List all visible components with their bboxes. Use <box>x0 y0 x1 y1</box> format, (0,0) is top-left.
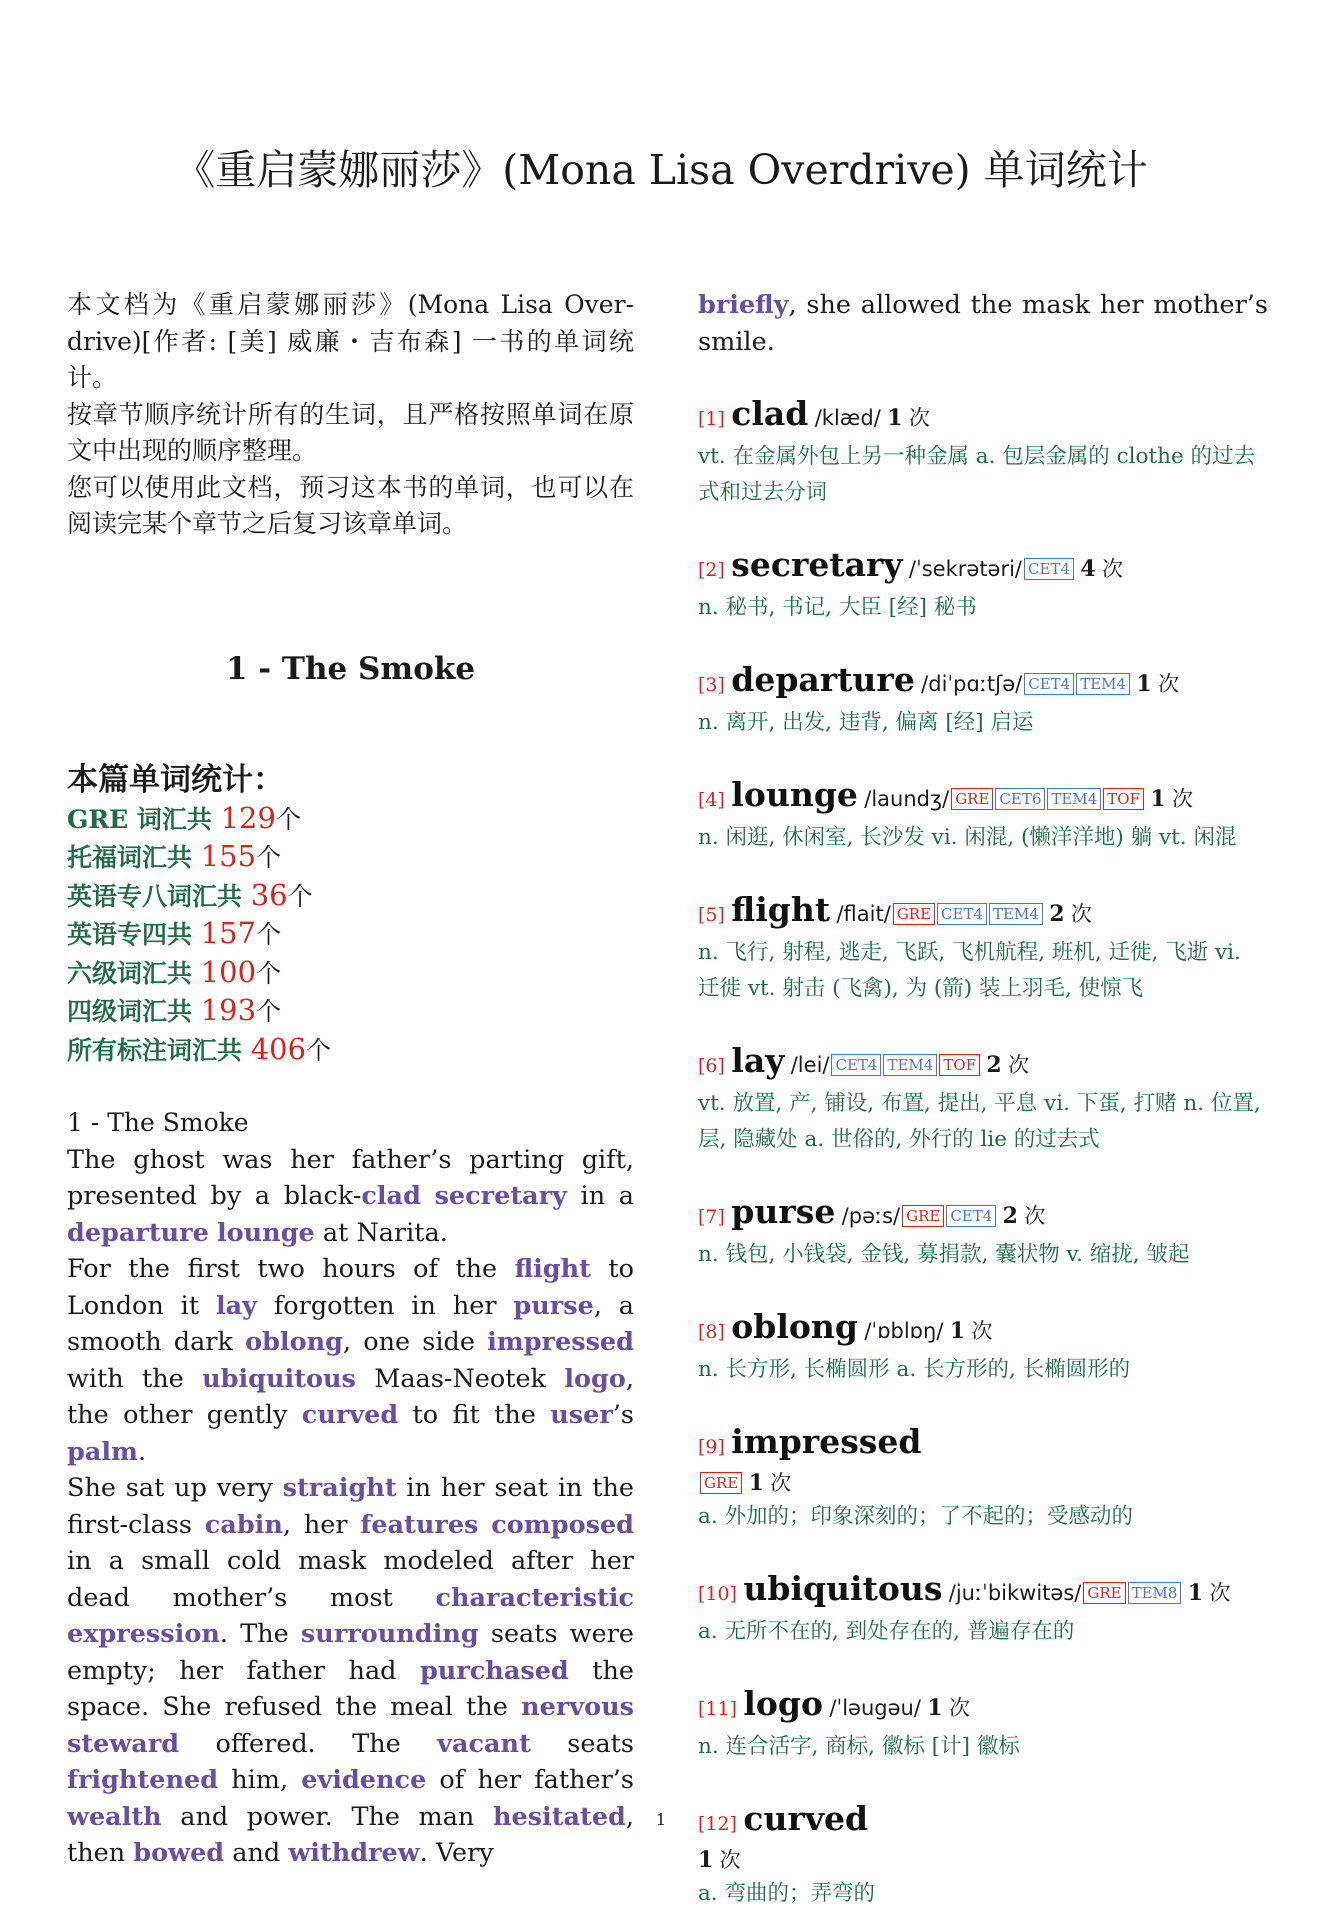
entry-word: lounge <box>731 775 858 814</box>
stats-line <box>67 1031 634 1070</box>
vocab-entry <box>698 890 1268 1007</box>
entry-count: 4 <box>1080 556 1096 582</box>
entry-phonetic: /lei/ <box>790 1053 830 1077</box>
story-paragraph: For the first two hours of the flight to London it lay forgotten in her purse, a smooth dark oblong, one side impressed with the ubiquitous Maas-Neotek logo, the other gently curved to fit the user’s palm. <box>67 1254 634 1467</box>
entry-count: 1 <box>1187 1580 1204 1606</box>
exam-tag: CET4 <box>1024 558 1074 580</box>
vocab-entry <box>698 1422 1268 1535</box>
entry-definition: vt. 放置, 产, 铺设, 布置, 提出, 平息 vi. 下蛋, 打赌 n. 位置, 层, 隐藏处 a. 世俗的, 外行的 lie 的过去式 <box>698 1091 1261 1152</box>
stats-line <box>67 954 634 993</box>
vocab-word: straight <box>282 1473 397 1503</box>
entry-count-unit: 次 <box>1209 1581 1231 1605</box>
entry-index: [4] <box>698 789 725 811</box>
vocab-entry <box>698 1192 1268 1273</box>
vocab-word: clad <box>361 1181 421 1211</box>
page-number: 1 <box>655 1810 667 1829</box>
vocab-entry <box>698 1569 1268 1650</box>
entry-index: [10] <box>698 1583 738 1605</box>
vocab-word: composed <box>491 1509 634 1540</box>
entry-index: [11] <box>698 1698 738 1720</box>
entry-word: oblong <box>731 1307 858 1346</box>
entry-headline <box>698 660 1268 705</box>
entry-definition: n. 秘书, 书记, 大臣 [经] 秘书 <box>698 595 977 620</box>
entry-count: 1 <box>1136 671 1152 697</box>
entry-count-unit: 次 <box>1024 1204 1046 1228</box>
exam-tag: CET4 <box>937 903 987 925</box>
entry-count-unit: 次 <box>948 1696 970 1720</box>
right-column <box>698 287 1268 1912</box>
exam-tag: CET4 <box>1024 673 1074 695</box>
stats-count: 155 <box>200 839 257 873</box>
vocab-word: logo <box>564 1363 626 1394</box>
vocab-entry <box>698 775 1268 856</box>
vocab-word: oblong <box>245 1327 343 1357</box>
intro-paragraph: 本文档为《重启蒙娜丽莎》(Mona Lisa Over-drive)[作者: [美] 威廉・吉布森] 一书的单词统计。 <box>67 290 634 392</box>
entry-count-unit: 次 <box>770 1471 792 1495</box>
stats-label: 六级词汇共 <box>67 958 201 988</box>
story-paragraph: The ghost was her father’s parting gift, presented by a black-clad secretary in a departure lounge at Narita. <box>67 1144 634 1248</box>
intro-paragraph: 按章节顺序统计所有的生词，且严格按照单词在原文中出现的顺序整理。 <box>67 399 634 465</box>
stats-label: 所有标注词汇共 <box>67 1035 251 1065</box>
entry-headline <box>698 890 1268 935</box>
exam-tag: GRE <box>1083 1582 1125 1604</box>
entry-definition: n. 飞行, 射程, 逃走, 飞跃, 飞机航程, 班机, 迁徙, 飞逝 vi. 迁徙 vt. 射击 (飞禽), 为 (箭) 装上羽毛, 使惊飞 <box>698 940 1241 1001</box>
entry-word: lay <box>731 1041 785 1080</box>
vocab-word: palm <box>67 1436 139 1467</box>
entry-definition: a. 无所不在的, 到处存在的, 普遍存在的 <box>698 1619 1075 1644</box>
stats-count: 193 <box>200 993 257 1027</box>
vocab-word: secretary <box>434 1181 567 1211</box>
vocab-entry <box>698 545 1268 626</box>
vocab-entry <box>698 1041 1268 1158</box>
vocab-word: expression <box>67 1619 220 1649</box>
entry-index: [9] <box>698 1436 725 1458</box>
exam-tag: GRE <box>700 1472 742 1494</box>
stats-unit: 个 <box>256 920 282 949</box>
stats-line <box>67 915 634 954</box>
exam-tag: TEM4 <box>883 1054 937 1076</box>
entry-count-unit: 次 <box>1172 787 1194 811</box>
vocab-word: hesitated <box>492 1801 626 1832</box>
exam-tag: CET6 <box>995 788 1045 810</box>
vocab-entry <box>698 1684 1268 1765</box>
stats-count: 157 <box>200 916 257 950</box>
intro-paragraph: 您可以使用此文档，预习这本书的单词，也可以在阅读完某个章节之后复习该章单词。 <box>67 472 634 538</box>
vocab-list <box>698 394 1268 1912</box>
entry-word: departure <box>731 660 915 699</box>
vocab-word: nervous <box>521 1692 634 1722</box>
vocab-word: evidence <box>301 1765 427 1795</box>
vocab-entry <box>698 394 1268 511</box>
entry-phonetic: /ˈɒblɒŋ/ <box>864 1319 944 1343</box>
stats-unit: 个 <box>256 958 282 988</box>
exam-tag: GRE <box>951 788 993 810</box>
entry-word: logo <box>743 1684 824 1723</box>
entry-word: purse <box>731 1192 836 1231</box>
stats-unit: 个 <box>256 843 282 872</box>
vocab-word: departure <box>67 1217 209 1248</box>
entry-definition: n. 连合活字, 商标, 徽标 [计] 徽标 <box>698 1734 1020 1759</box>
entry-definition: n. 离开, 出发, 违背, 偏离 [经] 启运 <box>698 710 1034 735</box>
stats-unit: 个 <box>275 804 301 834</box>
intro <box>67 287 634 543</box>
entry-count: 2 <box>1002 1203 1018 1229</box>
entry-phonetic: /flait/ <box>836 902 891 926</box>
vocab-word: user <box>550 1400 613 1430</box>
exam-tag: CET4 <box>831 1054 881 1076</box>
entry-phonetic: /ˈləugəu/ <box>829 1696 921 1720</box>
stats-label: 英语专八词汇共 <box>67 881 251 911</box>
entry-word: curved <box>743 1799 869 1838</box>
stats-line <box>67 800 634 839</box>
stats-count: 36 <box>250 877 288 912</box>
stats-line <box>67 838 634 877</box>
stats-unit: 个 <box>256 997 282 1026</box>
entry-headline <box>698 1569 1268 1614</box>
entry-phonetic: /klæd/ <box>814 406 881 430</box>
entry-count: 1 <box>949 1318 966 1344</box>
entry-index: [7] <box>698 1206 725 1228</box>
stats-label: 托福词汇共 <box>67 843 201 872</box>
entry-definition: a. 外加的；印象深刻的；了不起的；受感动的 <box>698 1504 1133 1529</box>
stats-list <box>67 800 634 1070</box>
vocab-entry <box>698 660 1268 741</box>
vocab-word: bowed <box>133 1838 225 1868</box>
entry-count: 1 <box>1150 786 1166 812</box>
entry-phonetic: /ˈsekrətəri/ <box>908 557 1023 581</box>
entry-word: secretary <box>731 545 903 584</box>
exam-tag: GRE <box>893 903 935 925</box>
stats-unit: 个 <box>287 881 313 911</box>
entry-headline <box>698 775 1268 820</box>
stats-label: 四级词汇共 <box>67 997 201 1026</box>
entry-phonetic: /laundʒ/ <box>864 787 950 811</box>
exam-tag: TOF <box>1103 788 1144 810</box>
story-continuation: briefly, she allowed the mask her mother’s smile. <box>698 290 1268 357</box>
vocab-word: impressed <box>487 1327 634 1357</box>
vocab-word: characteristic <box>435 1582 634 1613</box>
entry-headline <box>698 1192 1268 1237</box>
entry-index: [1] <box>698 408 725 430</box>
vocab-word: surrounding <box>300 1619 479 1649</box>
entry-definition: a. 弯曲的；弄弯的 <box>698 1881 875 1906</box>
page-title: 《重启蒙娜丽莎》(Mona Lisa Overdrive) 单词统计 <box>174 146 1148 194</box>
entry-count-unit: 次 <box>1008 1053 1030 1077</box>
stats-line <box>67 877 634 916</box>
entry-headline <box>698 1422 1268 1467</box>
exam-tag: GRE <box>902 1205 944 1227</box>
entry-index: [6] <box>698 1055 725 1077</box>
exam-tag: TOF <box>939 1054 980 1076</box>
vocab-word: purse <box>513 1290 594 1321</box>
exam-tag: TEM4 <box>1047 788 1101 810</box>
stats-unit: 个 <box>306 1035 332 1065</box>
entry-count: 1 <box>887 405 903 431</box>
entry-word: impressed <box>731 1422 922 1461</box>
entry-phonetic: /pəːs/ <box>841 1204 901 1228</box>
entry-index: [12] <box>698 1813 738 1835</box>
stats-count: 129 <box>220 800 276 835</box>
entry-phonetic: /diˈpɑːtʃə/ <box>921 672 1023 696</box>
stats-label: 英语专四共 <box>67 920 201 949</box>
entry-index: [3] <box>698 674 725 696</box>
entry-meta <box>698 1844 1268 1876</box>
entry-count-unit: 次 <box>1070 902 1092 926</box>
vocab-word: steward <box>67 1728 180 1759</box>
entry-count-unit: 次 <box>971 1319 993 1343</box>
exam-tag: TEM4 <box>1076 673 1130 695</box>
vocab-word: flight <box>514 1254 591 1284</box>
entry-word: ubiquitous <box>743 1569 943 1608</box>
entry-count: 1 <box>748 1470 764 1496</box>
entry-count: 1 <box>698 1847 714 1873</box>
entry-headline <box>698 1041 1268 1086</box>
entry-count-unit: 次 <box>1158 672 1180 696</box>
vocab-word: frightened <box>67 1765 219 1795</box>
stats-count: 406 <box>250 1031 307 1066</box>
vocab-word: briefly <box>698 290 789 320</box>
story-heading: 1 - The Smoke <box>67 1108 249 1137</box>
exam-tag: TEM8 <box>1128 1582 1182 1604</box>
left-column <box>67 287 634 1872</box>
entry-definition: vt. 在金属外包上另一种金属 a. 包层金属的 clothe 的过去式和过去分词 <box>698 444 1256 505</box>
entry-meta <box>698 1467 1268 1499</box>
entry-headline <box>698 545 1268 590</box>
entry-index: [5] <box>698 904 725 926</box>
stats-title: 本篇单词统计： <box>67 761 284 798</box>
story-text <box>67 1105 634 1872</box>
entry-count-unit: 次 <box>719 1848 741 1872</box>
entry-definition: n. 闲逛, 休闲室, 长沙发 vi. 闲混, (懒洋洋地) 躺 vt. 闲混 <box>698 825 1237 850</box>
entry-count: 2 <box>986 1052 1002 1078</box>
story-paragraph: She sat up very straight in her seat in the first-class cabin, her features composed in a small cold mask modeled after her dead mother’s most characteristic expression. The surrounding seats were empty; her father had purchased the space. She refused the meal the nervous steward offered. The vacant seats frightened him, evidence of her father’s wealth and power. The man hesitated, then bowed and withdrew. Very <box>67 1473 635 1868</box>
entry-count: 2 <box>1049 901 1065 927</box>
vocab-word: lounge <box>216 1217 315 1248</box>
vocab-word: wealth <box>67 1801 162 1832</box>
chapter-title: 1 - The Smoke <box>225 650 476 687</box>
vocab-entry <box>698 1307 1268 1388</box>
vocab-word: withdrew <box>288 1838 420 1868</box>
stats-count: 100 <box>200 954 257 989</box>
vocab-word: curved <box>301 1400 399 1430</box>
exam-tag: CET4 <box>946 1205 996 1227</box>
entry-index: [2] <box>698 559 725 581</box>
vocab-word: cabin <box>204 1509 283 1540</box>
vocab-word: vacant <box>437 1728 531 1759</box>
stats-line <box>67 992 634 1031</box>
entry-word: clad <box>731 394 809 433</box>
entry-word: flight <box>731 890 831 929</box>
entry-index: [8] <box>698 1321 725 1343</box>
entry-headline <box>698 1684 1268 1729</box>
vocab-word: purchased <box>419 1655 569 1686</box>
entry-definition: n. 长方形, 长椭圆形 a. 长方形的, 长椭圆形的 <box>698 1357 1131 1382</box>
vocab-word: lay <box>215 1290 257 1321</box>
entry-headline <box>698 1307 1268 1352</box>
entry-definition: n. 钱包, 小钱袋, 金钱, 募捐款, 囊状物 v. 缩拢, 皱起 <box>698 1242 1190 1267</box>
entry-count-unit: 次 <box>1102 557 1124 581</box>
vocab-word: features <box>360 1509 479 1540</box>
entry-count: 1 <box>927 1695 943 1721</box>
exam-tag: TEM4 <box>989 903 1043 925</box>
entry-headline <box>698 394 1268 439</box>
vocab-word: ubiquitous <box>202 1363 356 1394</box>
stats-label: GRE 词汇共 <box>67 804 221 834</box>
entry-count-unit: 次 <box>908 406 930 430</box>
entry-phonetic: /juːˈbikwitəs/ <box>948 1581 1082 1605</box>
